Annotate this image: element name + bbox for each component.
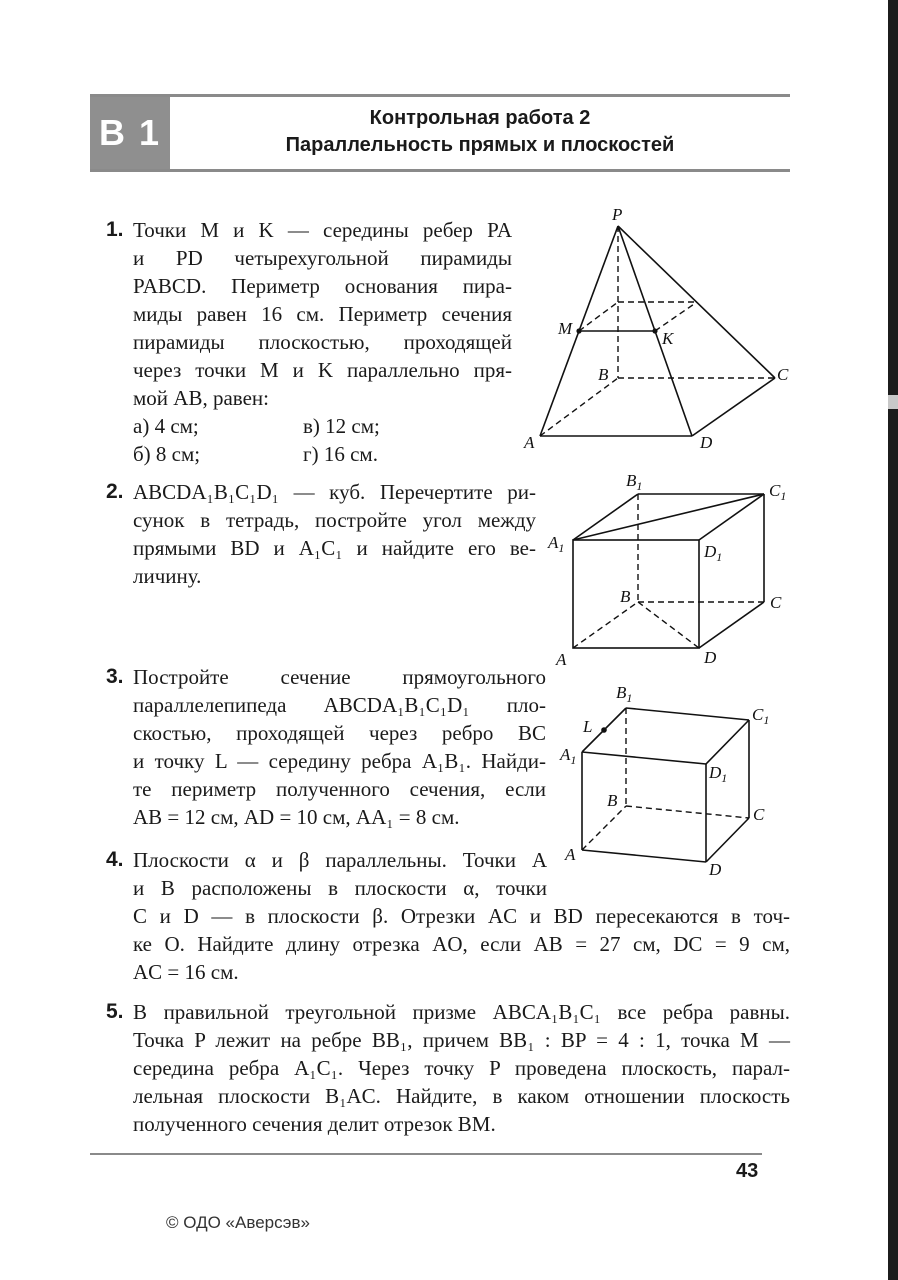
- label-c1: $C_1$: [769, 481, 787, 503]
- task-1-options: [133, 412, 513, 472]
- label-a: A: [565, 845, 576, 864]
- header-top-rule: [90, 94, 790, 97]
- page-number: 43: [736, 1160, 759, 1182]
- task-line: через точки M и K параллельно пря-: [133, 358, 512, 382]
- task-line: PABCD. Периметр основания пира-: [133, 274, 512, 298]
- task-line: В правильной треугольной призме ABCA₁B₁C₁ все ребра равны.: [133, 1000, 790, 1024]
- label-b: B: [620, 587, 631, 606]
- test-subtitle: Параллельность прямых и плоскостей: [285, 134, 675, 156]
- scroll-marker: [888, 395, 898, 409]
- label-c: C: [777, 365, 789, 384]
- task-5-text: [133, 998, 790, 1138]
- task-line: ке O. Найдите длину отрезка AO, если AB = 27 см, DC = 9 см,: [133, 932, 790, 956]
- point-k: [652, 328, 657, 333]
- task-line: прямыми BD и A₁C₁ и найдите его ве-: [133, 536, 536, 560]
- label-d: D: [704, 648, 717, 667]
- option-v: в) 12 см;: [303, 414, 380, 438]
- task-line: и точку L — середину ребра A₁B₁. Найди-: [133, 749, 546, 773]
- pyramid-figure: [520, 200, 800, 460]
- label-d1: $D_1$: [704, 542, 723, 564]
- task-line: пирамиды плоскостью, проходящей: [133, 330, 512, 354]
- task-5-number: 5.: [106, 1000, 124, 1023]
- task-line: сунок в тетрадь, постройте угол между: [133, 508, 536, 532]
- task-line: C и D — в плоскости β. Отрезки AC и BD пересекаются в точ-: [133, 904, 790, 928]
- label-a: A: [524, 433, 535, 452]
- point-l: [601, 727, 607, 733]
- label-c: C: [753, 805, 765, 824]
- option-g: г) 16 см.: [303, 442, 378, 466]
- option-a: а) 4 см;: [133, 414, 199, 438]
- label-b1: $B_1$: [626, 471, 643, 493]
- task-line: Плоскости α и β параллельны. Точки A: [133, 848, 547, 872]
- task-line: ABCDA₁B₁C₁D₁ — куб. Перечертите ри-: [133, 480, 536, 504]
- task-line: личину.: [133, 564, 202, 588]
- task-3-number: 3.: [106, 665, 124, 688]
- label-c1: $C_1$: [752, 705, 770, 727]
- task-2-number: 2.: [106, 480, 124, 503]
- label-a: A: [556, 650, 567, 669]
- cube-figure: [540, 465, 800, 670]
- task-line: скостью, проходящей через ребро BC: [133, 721, 546, 745]
- option-b: б) 8 см;: [133, 442, 201, 466]
- task-1-text: [133, 216, 512, 412]
- task-line: Постройте сечение прямоугольного: [133, 665, 546, 689]
- header-bottom-rule: [90, 169, 790, 172]
- test-title: Контрольная работа 2: [369, 107, 591, 129]
- label-c: C: [770, 593, 782, 612]
- task-line: параллелепипеда ABCDA₁B₁C₁D₁ пло-: [133, 693, 546, 717]
- task-line: середина ребра A₁C₁. Через точку P проведена плоскость, парал-: [133, 1056, 790, 1080]
- copyright: © ОДО «Аверсэв»: [166, 1213, 310, 1232]
- variant-badge: В 1: [90, 97, 170, 169]
- label-d1: $D_1$: [709, 763, 728, 785]
- right-edge-bar: [888, 0, 898, 1280]
- label-a1: $A_1$: [548, 533, 565, 555]
- task-line: те периметр полученного сечения, если: [133, 777, 546, 801]
- footer-rule: [90, 1153, 762, 1155]
- task-line: полученного сечения делит отрезок BM.: [133, 1112, 496, 1136]
- label-a1: $A_1$: [560, 745, 577, 767]
- task-2-text: [133, 478, 536, 590]
- label-b1: $B_1$: [616, 683, 633, 705]
- task-line: миды равен 16 см. Периметр сечения: [133, 302, 512, 326]
- task-line: AC = 16 см.: [133, 960, 239, 984]
- task-3-text: [133, 663, 546, 831]
- task-line: Точка P лежит на ребре BB₁, причем BB₁ : BP = 4 : 1, точка M —: [133, 1028, 790, 1052]
- task-4-text-a: [133, 846, 547, 902]
- label-l: L: [583, 717, 593, 736]
- task-4-number: 4.: [106, 848, 124, 871]
- label-k: K: [662, 329, 674, 348]
- label-d: D: [700, 433, 713, 452]
- point-m: [576, 328, 581, 333]
- task-4-text-b: [133, 902, 790, 986]
- label-b: B: [598, 365, 609, 384]
- label-d: D: [709, 860, 722, 879]
- box-figure: [555, 680, 785, 880]
- task-line: лельная плоскости B₁AC. Найдите, в каком отношении плоскость: [133, 1084, 790, 1108]
- label-m: M: [558, 319, 573, 338]
- task-line: AB = 12 см, AD = 10 см, AA₁ = 8 см.: [133, 805, 460, 829]
- label-b: B: [607, 791, 618, 810]
- task-line: мой AB, равен:: [133, 386, 269, 410]
- task-line: и B расположены в плоскости α, точки: [133, 876, 547, 900]
- task-1-number: 1.: [106, 218, 124, 241]
- task-line: и PD четырехугольной пирамиды: [133, 246, 512, 270]
- task-line: Точки M и K — середины ребер PA: [133, 218, 512, 242]
- label-p: P: [612, 205, 623, 224]
